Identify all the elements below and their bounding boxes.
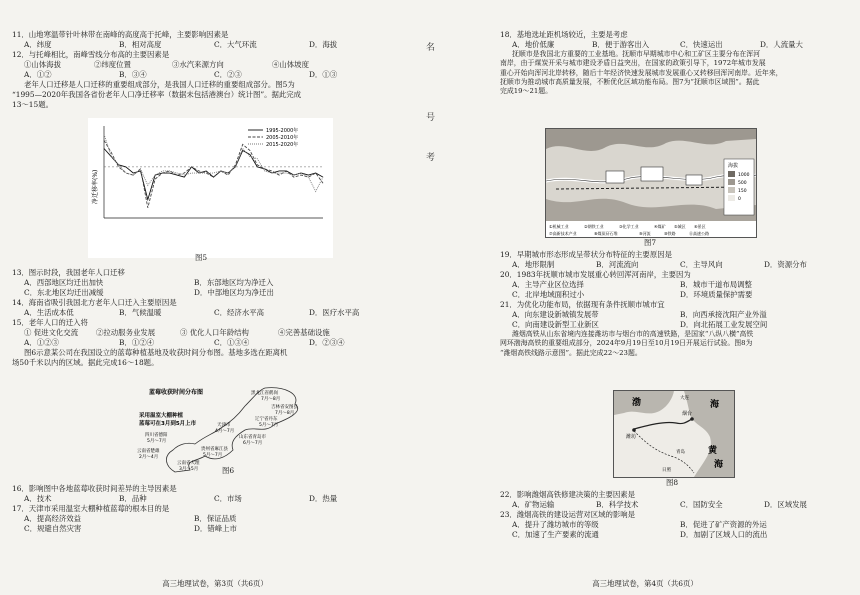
q17-opt-a: A．提高经济效益 bbox=[24, 513, 82, 523]
q19-opt-c: C．主导风向 bbox=[680, 259, 723, 269]
fig8-label-rizhao: 日照 bbox=[662, 468, 671, 473]
fig8-label-dalian: 大连 bbox=[680, 396, 689, 401]
fig8-label-bo: 渤 bbox=[632, 398, 642, 408]
q11-opt-b: B．相对高度 bbox=[119, 39, 162, 49]
q16-opt-c: C．市场 bbox=[214, 493, 242, 503]
q15-sub-3: ③ 优化人口年龄结构 bbox=[180, 327, 249, 337]
intro3-line1: 抚顺市是我国北方重要的工业基地。抚顺市早期城市中心和工矿区主要分布在浑河 bbox=[512, 49, 761, 58]
page-4 bbox=[430, 0, 860, 595]
fig6-title: 蓝莓收获时间分布图 bbox=[149, 389, 204, 396]
fig7-legend-5: ⑤城区 bbox=[674, 224, 686, 229]
fig8-label-weifang: 潍坊 bbox=[626, 434, 637, 440]
fig5-legend-label-2: 2005-2010年 bbox=[266, 135, 299, 141]
fig7-scale-150: 150 bbox=[738, 189, 747, 194]
q15-options bbox=[12, 338, 412, 348]
fig6-map bbox=[135, 384, 325, 474]
q19-options bbox=[500, 260, 850, 270]
intro1-line1: 老年人口迁移是人口迁移的重要组成部分，是我国人口迁移的重要组成部分。图5为 bbox=[24, 79, 295, 89]
fig7-legend-4: ④煤矿 bbox=[654, 224, 666, 229]
intro1-line2: “1995—2020年我国各省份老年人口净迁移率（数据未包括港澳台）统计图”。据此完成 bbox=[12, 89, 302, 99]
q21-opt-a: A．向东建设新城镇发展带 bbox=[512, 309, 599, 319]
fig8-caption: 图8 bbox=[666, 478, 679, 487]
q20-options-1 bbox=[500, 280, 850, 290]
q17-stem: 17．天津市采用温室大棚种植蓝莓的根本目的是 bbox=[12, 503, 170, 513]
q21-options-2 bbox=[500, 320, 850, 330]
q22-options bbox=[500, 500, 850, 510]
q12-stem: 12．与托峰相比，南峰雪线分布高的主要因素是 bbox=[12, 49, 170, 59]
q21-options-1 bbox=[500, 310, 850, 320]
fig8-label-hai1: 海 bbox=[710, 400, 720, 410]
q12-subitems bbox=[12, 60, 412, 70]
q15-opt-b: B．①②④ bbox=[119, 337, 154, 347]
fig6-label-antu: 吉林省安图县 bbox=[271, 405, 298, 410]
q18-opt-a: A．地价低廉 bbox=[512, 39, 555, 49]
fig5-caption: 图5 bbox=[195, 253, 208, 262]
q22-opt-c: C．国防安全 bbox=[680, 499, 723, 509]
fig6-label-hegang-time: 7月～8月 bbox=[261, 397, 281, 402]
q12-opt-a: A．①② bbox=[24, 69, 52, 79]
fig7-legend-9: ⑨河流 bbox=[639, 231, 651, 236]
fig7-legend-1: ①机械工业 bbox=[549, 224, 569, 229]
intro1-line3: 13～15题。 bbox=[12, 99, 53, 109]
q16-opt-a: A．技术 bbox=[24, 493, 52, 503]
fig5-legend-label-3: 2015-2020年 bbox=[266, 142, 299, 148]
gutter-char-1: 名 bbox=[426, 43, 436, 53]
q17-opt-c: C．规避自然灾害 bbox=[24, 523, 82, 533]
q22-opt-b: B．科学技术 bbox=[596, 499, 639, 509]
q21-opt-d: D．向北拓展工业发展空间 bbox=[680, 319, 768, 329]
q11-opt-c: C．大气环流 bbox=[214, 39, 257, 49]
fig7-map bbox=[545, 128, 757, 238]
q15-sub-4: ④完善基础设施 bbox=[278, 327, 330, 337]
page-3-footer: 高三地理试卷，第3页（共6页） bbox=[162, 579, 268, 589]
q17-options-2 bbox=[12, 524, 412, 534]
fig6-label-qingdao: 山东省青岛市 bbox=[239, 435, 266, 440]
q11-opt-a: A．纬度 bbox=[24, 39, 52, 49]
q23-opt-d: D．加剧了区域人口的流出 bbox=[680, 529, 768, 539]
intro4-line2: 网环渤海高铁的重要组成部分，2024年9月19日至10月19日开展运行试验。图8为 bbox=[500, 339, 753, 348]
q22-opt-a: A．矿物运输 bbox=[512, 499, 555, 509]
q12-opt-d: D．①③ bbox=[309, 69, 338, 79]
fig7-legend-11: ⑪高速公路 bbox=[689, 231, 709, 236]
q16-opt-b: B．品种 bbox=[119, 493, 147, 503]
q18-opt-b: B．便于游客出入 bbox=[592, 39, 650, 49]
fig7-scale-1000: 1000 bbox=[738, 173, 750, 178]
q15-opt-d: D．②③④ bbox=[309, 337, 345, 347]
fig7-legend-7: ⑦高新技术产业 bbox=[549, 231, 577, 236]
q23-opt-a: A．提升了潍坊城市的等级 bbox=[512, 519, 599, 529]
q20-stem: 20．1983年抚顺市城市发展重心转回浑河南岸，主要因为 bbox=[500, 269, 691, 279]
q16-stem: 16．影响图中各地蓝莓收获时间差异的主导因素是 bbox=[12, 484, 177, 493]
fig6-label-deyang-time: 5月～7月 bbox=[147, 439, 167, 444]
q12-options bbox=[12, 70, 412, 80]
fig6-label-deyang: 四川省德阳 bbox=[145, 433, 168, 438]
q14-opt-b: B．气候温暖 bbox=[119, 307, 162, 317]
fig6-label-majiang-time: 5月～7月 bbox=[203, 453, 223, 458]
fig7-scale-0: 0 bbox=[738, 197, 741, 202]
fig6-label-antu-time: 7月～8月 bbox=[275, 411, 295, 416]
q12-sub-3: ③水汽来源方向 bbox=[172, 59, 224, 69]
q23-stem: 23．潍烟高铁的建设运营对区域的影响是 bbox=[500, 509, 636, 519]
q20-options-2 bbox=[500, 290, 850, 300]
intro2-line2: 场50千米以内的区域。据此完成16～18题。 bbox=[12, 357, 159, 367]
q21-stem: 21．为优化功能布局，依据现有条件抚顺市城市宜 bbox=[500, 299, 665, 309]
fig5-legend-label-1: 1995-2000年 bbox=[266, 128, 299, 134]
q14-opt-a: A．生活成本低 bbox=[24, 307, 74, 317]
q14-opt-d: D．医疗水平高 bbox=[309, 307, 360, 317]
q18-options bbox=[500, 40, 850, 50]
fig7-legend-2: ②钢铁工业 bbox=[584, 224, 604, 229]
q15-stem: 15．老年人口的迁入将 bbox=[12, 317, 88, 327]
q13-opt-b: B．东部地区均为净迁入 bbox=[194, 277, 274, 287]
intro3-line5: 完成19～21题。 bbox=[500, 87, 552, 96]
q23-options-2 bbox=[500, 530, 850, 540]
fig8-label-huang: 黄 bbox=[708, 446, 718, 456]
intro3-line2: 南岸，由于煤炭开采与城市建设矛盾日益突出，在国家的政策引导下，1972年城市发展 bbox=[500, 59, 766, 68]
gutter-char-3: 考 bbox=[426, 153, 436, 163]
q13-opt-d: D．中部地区均为净迁出 bbox=[194, 287, 274, 297]
gutter-char-2: 号 bbox=[426, 113, 436, 123]
q17-options-1 bbox=[12, 514, 412, 524]
q13-stem: 13．图示时段，我国老年人口迁移 bbox=[12, 268, 125, 277]
q15-opt-c: C．①③④ bbox=[214, 337, 250, 347]
q13-options-2 bbox=[12, 288, 412, 298]
q20-opt-d: D．环境质量保护需要 bbox=[680, 289, 753, 299]
q19-stem: 19．早期城市形态形成呈带状分布特征的主要原因是 bbox=[500, 250, 673, 259]
q15-opt-a: A．①②③ bbox=[24, 337, 59, 347]
fig7-scale-title: 海拔 bbox=[728, 163, 739, 169]
q20-opt-c: C．北岸地域面积过小 bbox=[512, 289, 585, 299]
fig7-scale-500: 500 bbox=[738, 181, 747, 186]
q12-sub-1: ①山体海拔 bbox=[24, 59, 61, 69]
q15-subitems bbox=[12, 328, 412, 338]
fig8-label-yantai: 烟台 bbox=[682, 411, 693, 417]
fig5-chart bbox=[88, 118, 333, 258]
intro4-line3: “潍烟高铁线路示意图”。据此完成22～23题。 bbox=[500, 348, 642, 357]
q14-options bbox=[12, 308, 412, 318]
fig6-label-majiang: 贵州省麻江县 bbox=[201, 447, 228, 452]
page-4-footer: 高三地理试卷，第4页（共6页） bbox=[592, 579, 698, 589]
fig6-label-dali-time: 3月～5月 bbox=[179, 467, 199, 472]
q16-opt-d: D．热量 bbox=[309, 493, 338, 503]
fig8-label-hai2: 海 bbox=[714, 460, 724, 470]
fig6-label-tianjin: 天津市 bbox=[217, 423, 231, 428]
fig5-ylabel: 净迁移率(%) bbox=[92, 169, 99, 204]
intro3-line3: 重心开始向浑河北岸转移，随后十年经济快速发展城市发展重心又转移回浑河南岸。近年来， bbox=[500, 68, 783, 77]
q11-options bbox=[12, 40, 412, 50]
fig6-label-dandong-time: 5月～7月 bbox=[259, 423, 279, 428]
q23-opt-b: B．促进了矿产资源的外运 bbox=[680, 519, 767, 529]
intro3-line4: 抚顺市为推动城市高质量发展，不断优化区域功能布局。图7为“抚顺市区域图”。据此 bbox=[500, 77, 760, 86]
fig6-note1: 采用温室大棚种植 bbox=[139, 413, 184, 419]
q18-stem: 18．基地选址距机场较近，主要是考虑 bbox=[500, 30, 628, 39]
fig8-map bbox=[613, 390, 735, 478]
fig8-label-qingdao: 青岛 bbox=[676, 450, 685, 455]
q15-sub-1: ① 促进文化交流 bbox=[24, 327, 79, 337]
q19-opt-b: B．河流流向 bbox=[596, 259, 639, 269]
q22-opt-d: D．区域发展 bbox=[764, 499, 807, 509]
q18-opt-d: D．人流量大 bbox=[760, 39, 803, 49]
q17-opt-d: D．错峰上市 bbox=[194, 523, 237, 533]
fig7-legend-8: ⑧煤炭矸石堆 bbox=[594, 231, 618, 236]
q12-sub-2: ②纬度位置 bbox=[94, 59, 131, 69]
fig7-legend-10: ⑩铁路 bbox=[664, 231, 676, 236]
intro4-line1: 潍烟高铁从山东省境内连接潍坊市与烟台市的高速铁路，是国家“八纵八横”高铁 bbox=[512, 329, 754, 338]
fig6-caption: 图6 bbox=[222, 466, 235, 475]
q13-opt-c: C．东北地区均迁出减缓 bbox=[24, 287, 104, 297]
q11-stem: 11．山地寒温带针叶林带在南峰的高度高于托峰，主要影响因素是 bbox=[12, 30, 229, 39]
q22-stem: 22．影响潍烟高铁修建决策的主要因素是 bbox=[500, 490, 636, 499]
fig6-note2: 蓝莓可在3月到5月上市 bbox=[139, 421, 197, 427]
q21-opt-c: C．向南建设新型工业新区 bbox=[512, 319, 599, 329]
fig6-label-tianjin-time: 4月～7月 bbox=[215, 429, 235, 434]
intro2-line1: 图6示意某公司在我国设立的蓝莓种植基地及收获时间分布图。基地多选在距离机 bbox=[24, 347, 288, 357]
q23-options-1 bbox=[500, 520, 850, 530]
q20-opt-a: A．主导产业区位选择 bbox=[512, 279, 584, 289]
q12-opt-b: B．③④ bbox=[119, 69, 147, 79]
q18-opt-c: C．快速运出 bbox=[680, 39, 723, 49]
q13-options-1 bbox=[12, 278, 412, 288]
fig6-label-dandong: 辽宁省丹东 bbox=[255, 417, 278, 422]
fig6-label-hegang: 黑龙江省鹤岗 bbox=[251, 391, 278, 396]
q14-stem: 14．海南省吸引我国北方老年人口迁入主要原因是 bbox=[12, 297, 177, 307]
fig7-caption: 图7 bbox=[644, 238, 657, 247]
q21-opt-b: B．向西承接沈阳产业外溢 bbox=[680, 309, 767, 319]
fig6-label-dali: 云南省大理 bbox=[177, 461, 200, 466]
q15-sub-2: ②拉动服务业发展 bbox=[96, 327, 156, 337]
q14-opt-c: C．经济水平高 bbox=[214, 307, 264, 317]
fig7-legend-6: ⑥景区 bbox=[694, 224, 706, 229]
q19-opt-d: D．资源分布 bbox=[764, 259, 807, 269]
q23-opt-c: C．加速了生产要素的流通 bbox=[512, 529, 599, 539]
q12-opt-c: C．②③ bbox=[214, 69, 242, 79]
q20-opt-b: B．城市干道布局调整 bbox=[680, 279, 752, 289]
q12-sub-4: ④山体坡度 bbox=[272, 59, 309, 69]
q11-opt-d: D．海拔 bbox=[309, 39, 338, 49]
fig6-label-chuxiong-time: 2月～4月 bbox=[139, 455, 159, 460]
q17-opt-b: B．保证品质 bbox=[194, 513, 237, 523]
q13-opt-a: A．西部地区均迁出加快 bbox=[24, 277, 104, 287]
q19-opt-a: A．地形限制 bbox=[512, 259, 555, 269]
fig7-legend-3: ③化学工业 bbox=[619, 224, 639, 229]
q16-options bbox=[12, 494, 412, 504]
fig6-label-chuxiong: 云南省楚雄 bbox=[137, 449, 160, 454]
fig6-label-qingdao-time: 6月～7月 bbox=[243, 441, 263, 446]
